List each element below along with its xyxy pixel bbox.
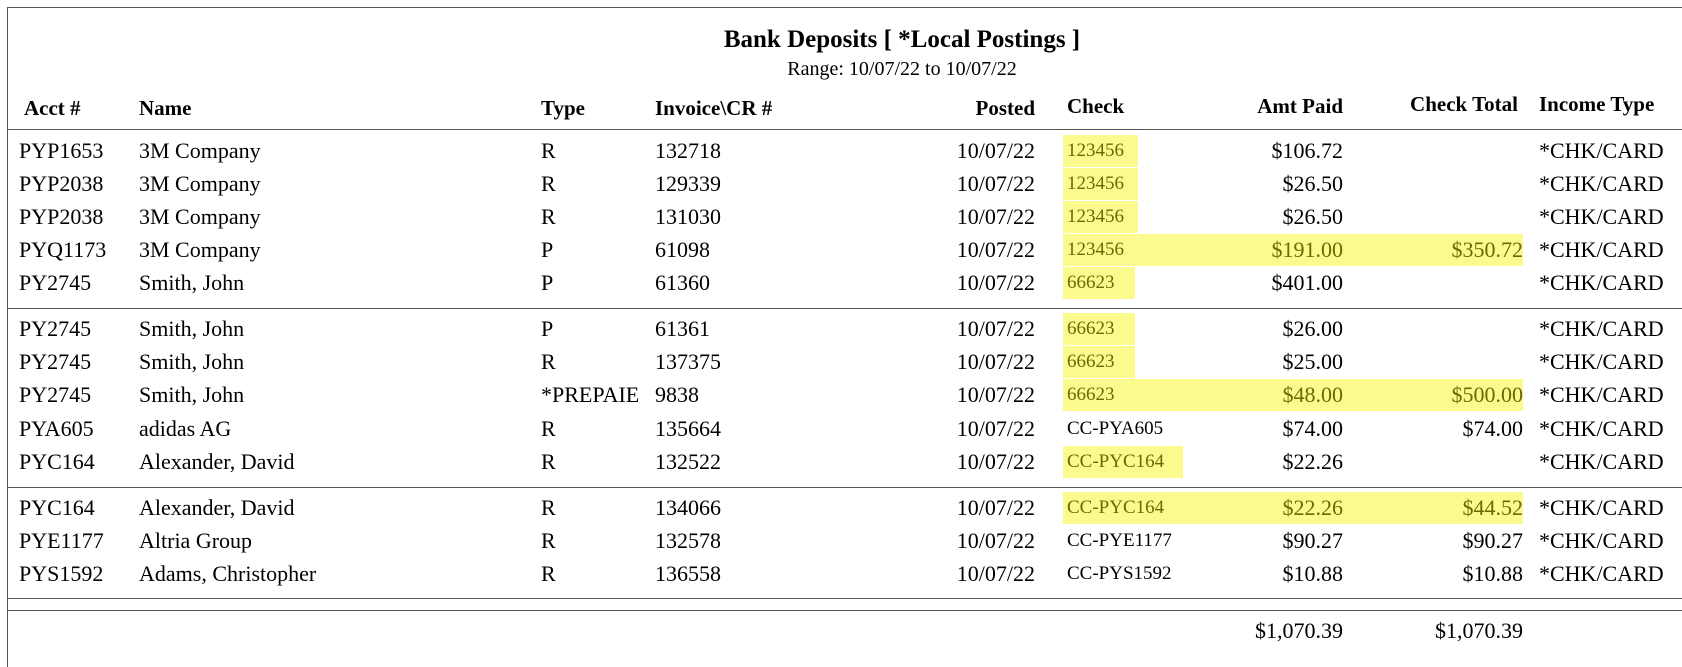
table-row <box>0 525 1682 557</box>
cell-acct: PYE1177 <box>19 528 104 553</box>
cell-acct: PYQ1173 <box>19 237 107 262</box>
totals-divider <box>7 598 1682 599</box>
cell-invoice: 61360 <box>655 270 710 295</box>
cell-income-type: *CHK/CARD <box>1539 416 1664 441</box>
table-row <box>0 558 1682 590</box>
cell-type: R <box>541 204 556 229</box>
cell-amt-paid: $106.72 <box>1271 138 1343 163</box>
cell-amt-paid: $191.00 <box>1271 237 1343 262</box>
cell-name: Smith, John <box>139 382 245 407</box>
cell-posted: 10/07/22 <box>956 382 1035 407</box>
cell-amt-paid: $26.50 <box>1282 171 1343 196</box>
cell-check-total <box>1343 346 1523 378</box>
cell-posted: 10/07/22 <box>956 528 1035 553</box>
header-divider <box>7 129 1682 130</box>
cell-check-total: $44.52 <box>1462 495 1523 520</box>
cell-check-total <box>1343 313 1523 345</box>
report-title: Bank Deposits [ *Local Postings ] <box>723 26 1081 53</box>
cell-check-total: $350.72 <box>1451 237 1523 262</box>
cell-invoice: 135664 <box>655 416 721 441</box>
cell-income-type: *CHK/CARD <box>1539 316 1664 341</box>
cell-invoice: 129339 <box>655 171 721 196</box>
col-header-amt-paid: Amt Paid <box>1257 94 1343 118</box>
cell-check-total: $74.00 <box>1462 416 1523 441</box>
table-row <box>0 446 1682 478</box>
cell-type: P <box>541 237 554 262</box>
cell-type: R <box>541 349 556 374</box>
cell-type: R <box>541 416 556 441</box>
cell-posted: 10/07/22 <box>956 316 1035 341</box>
cell-income-type: *CHK/CARD <box>1539 204 1664 229</box>
cell-posted: 10/07/22 <box>956 561 1035 586</box>
cell-check: 123456 <box>1063 234 1138 266</box>
cell-check: CC-PYA605 <box>1067 418 1164 439</box>
cell-income-type: *CHK/CARD <box>1539 237 1664 262</box>
table-row <box>0 492 1682 524</box>
cell-income-type: *CHK/CARD <box>1539 382 1664 407</box>
cell-name: Smith, John <box>139 270 245 295</box>
cell-invoice: 132578 <box>655 528 721 553</box>
cell-check: 123456 <box>1063 135 1138 167</box>
cell-amt-paid: $25.00 <box>1282 349 1343 374</box>
col-header-name: Name <box>139 96 192 120</box>
col-header-check: Check <box>1067 94 1125 118</box>
cell-check: CC-PYS1592 <box>1067 563 1172 584</box>
cell-check-total: $500.00 <box>1451 382 1523 407</box>
cell-check: 66623 <box>1063 346 1135 378</box>
cell-invoice: 132522 <box>655 449 721 474</box>
page-break-divider <box>7 487 1682 488</box>
cell-acct: PYS1592 <box>19 561 104 586</box>
cell-amt-paid: $26.00 <box>1282 316 1343 341</box>
cell-amt-paid: $22.26 <box>1282 495 1343 520</box>
cell-check-total <box>1343 168 1523 200</box>
cell-check-total: $10.88 <box>1462 561 1523 586</box>
cell-check: CC-PYC164 <box>1063 446 1183 478</box>
totals-divider <box>7 610 1682 611</box>
cell-name: adidas AG <box>139 416 232 441</box>
cell-posted: 10/07/22 <box>956 138 1035 163</box>
cell-income-type: *CHK/CARD <box>1539 495 1664 520</box>
cell-acct: PY2745 <box>19 316 92 341</box>
cell-name: Altria Group <box>139 528 253 553</box>
cell-check: CC-PYC164 <box>1063 492 1183 524</box>
table-row <box>0 267 1682 299</box>
table-row <box>0 413 1682 445</box>
cell-check-total <box>1343 201 1523 233</box>
cell-posted: 10/07/22 <box>956 495 1035 520</box>
table-row <box>0 346 1682 378</box>
cell-amt-paid: $48.00 <box>1282 382 1343 407</box>
cell-amt-paid: $26.50 <box>1282 204 1343 229</box>
cell-amt-paid: $10.88 <box>1282 561 1343 586</box>
cell-amt-paid: $74.00 <box>1282 416 1343 441</box>
cell-posted: 10/07/22 <box>956 449 1035 474</box>
cell-acct: PYA605 <box>19 416 94 441</box>
table-row <box>0 135 1682 167</box>
cell-invoice: 131030 <box>655 204 721 229</box>
table-row <box>0 379 1682 411</box>
cell-acct: PYP2038 <box>19 204 104 229</box>
cell-check: 123456 <box>1063 201 1138 233</box>
cell-type: R <box>541 495 556 520</box>
cell-income-type: *CHK/CARD <box>1539 528 1664 553</box>
cell-income-type: *CHK/CARD <box>1539 349 1664 374</box>
cell-name: Alexander, David <box>139 495 295 520</box>
cell-name: 3M Company <box>139 204 261 229</box>
cell-acct: PYP1653 <box>19 138 104 163</box>
cell-amt-paid: $401.00 <box>1271 270 1343 295</box>
cell-type: R <box>541 449 556 474</box>
cell-income-type: *CHK/CARD <box>1539 270 1664 295</box>
cell-invoice: 134066 <box>655 495 721 520</box>
cell-check: 123456 <box>1063 168 1138 200</box>
cell-posted: 10/07/22 <box>956 237 1035 262</box>
cell-posted: 10/07/22 <box>956 416 1035 441</box>
cell-type: R <box>541 138 556 163</box>
cell-invoice: 137375 <box>655 349 721 374</box>
cell-acct: PYP2038 <box>19 171 104 196</box>
cell-type: R <box>541 528 556 553</box>
table-row <box>0 313 1682 345</box>
cell-check: 66623 <box>1063 379 1135 411</box>
page-break-divider <box>7 308 1682 309</box>
cell-acct: PYC164 <box>19 495 95 520</box>
report-range: Range: 10/07/22 to 10/07/22 <box>787 58 1017 80</box>
total-amt-paid: $1,070.39 <box>1255 618 1343 643</box>
cell-type: R <box>541 171 556 196</box>
cell-check-total: $90.27 <box>1462 528 1523 553</box>
cell-invoice: 61098 <box>655 237 710 262</box>
cell-posted: 10/07/22 <box>956 270 1035 295</box>
cell-acct: PY2745 <box>19 270 92 295</box>
cell-name: Smith, John <box>139 316 245 341</box>
cell-name: 3M Company <box>139 138 261 163</box>
table-row <box>0 201 1682 233</box>
col-header-invoice: Invoice\CR # <box>655 96 773 120</box>
cell-check-total <box>1343 267 1523 299</box>
cell-invoice: 136558 <box>655 561 721 586</box>
cell-acct: PY2745 <box>19 349 92 374</box>
cell-acct: PYC164 <box>19 449 95 474</box>
col-header-posted: Posted <box>975 96 1035 120</box>
cell-invoice: 132718 <box>655 138 721 163</box>
cell-check: 66623 <box>1063 313 1135 345</box>
cell-invoice: 61361 <box>655 316 710 341</box>
cell-amt-paid: $22.26 <box>1282 449 1343 474</box>
col-header-check-total: Check Total <box>1410 92 1518 116</box>
cell-posted: 10/07/22 <box>956 349 1035 374</box>
cell-type: R <box>541 561 556 586</box>
cell-acct: PY2745 <box>19 382 92 407</box>
cell-posted: 10/07/22 <box>956 171 1035 196</box>
cell-income-type: *CHK/CARD <box>1539 138 1664 163</box>
col-header-type: Type <box>541 96 585 120</box>
cell-posted: 10/07/22 <box>956 204 1035 229</box>
cell-name: Adams, Christopher <box>139 561 317 586</box>
col-header-acct: Acct # <box>24 96 81 120</box>
cell-name: Smith, John <box>139 349 245 374</box>
cell-income-type: *CHK/CARD <box>1539 171 1664 196</box>
cell-income-type: *CHK/CARD <box>1539 449 1664 474</box>
cell-name: Alexander, David <box>139 449 295 474</box>
cell-check: CC-PYE1177 <box>1067 530 1172 551</box>
cell-name: 3M Company <box>139 237 261 262</box>
cell-name: 3M Company <box>139 171 261 196</box>
cell-invoice: 9838 <box>655 382 699 407</box>
cell-type: *PREPAIE <box>541 382 640 407</box>
cell-amt-paid: $90.27 <box>1282 528 1343 553</box>
cell-type: P <box>541 316 554 341</box>
cell-type: P <box>541 270 554 295</box>
cell-income-type: *CHK/CARD <box>1539 561 1664 586</box>
table-row <box>0 234 1682 266</box>
cell-check-total <box>1343 135 1523 167</box>
total-check-total: $1,070.39 <box>1435 618 1523 643</box>
table-row <box>0 168 1682 200</box>
col-header-income-type: Income Type <box>1539 92 1655 116</box>
cell-check: 66623 <box>1063 267 1135 299</box>
cell-check-total <box>1343 446 1523 478</box>
